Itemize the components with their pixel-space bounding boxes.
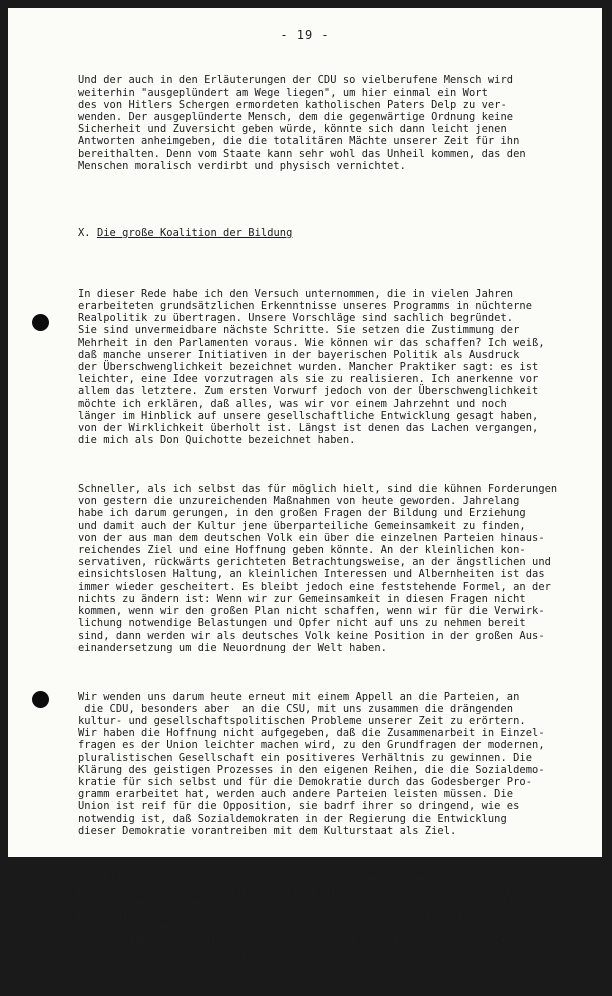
paragraph-intro: Und der auch in den Erläuterungen der CDU so vielberufene Mensch wird weiterhin "ausgeplündert am Wege liegen", um hier einmal ein Wort des von Hitlers Schergen ermordeten katholischen Paters Delp zu ver- wenden. Der ausgeplünderte Mensch, dem die gegenwärtige Ordnung keine Sicherheit und Zuversicht geben würde, könnte sich dann leicht jenen Antworten anheimgeben, die die totalitären Mächte unserer Zeit für ihn bereithalten. Denn vom Staate kann sehr wohl das Unheil kommen, das den Menschen moralisch verdirbt und physisch vernichtet.: [78, 74, 526, 172]
paragraph-4: Die Bildungsgesellschaft muß kommen. Sie muß gewollt werden und sie wird nur kommen, wenn es möglich ist, die Kräfte des ganzen deutschen Volkes zu vereinen. Zu diesem Zweck schlage ich noch einmal vor, daß führende Persönlichkeiten unserer Parteien zu einer gemeinsamen Politik auf diesem Gebiet vereinen. Die große Koalition der Bildung ist unabdingbare Voraus- setzung für die Mobilisierung aller Kräfte in der Bundesrepublik. Ich sage das inmitten eines Wahlkampfes, der uns in der Tat erneut zeigt, wie kurz-: [78, 873, 545, 959]
section-heading: [78, 227, 578, 239]
page-number: - 19 -: [280, 28, 330, 42]
paragraph-1: In dieser Rede habe ich den Versuch unternommen, die in vielen Jahren erarbeiteten grundsätzlichen Erkenntnisse unseres Programms in nüchterne Realpolitik zu übertragen. Unsere Vorschläge sind sachlich begründet. Sie sind unvermeidbare nächste Schritte. Sie setzen die Zustimmung der Mehrheit in den Parlamenten voraus. Wie können wir das schaffen? Ich weiß, daß manche unserer Initiativen in der bayerischen Politik als Ausdruck der Überschwenglichkeit bezeichnet wurden. Mancher Praktiker sagt: es ist leichter, eine Idee vorzutragen als sie zu realisieren. Ich anerkenne vor allem das letztere. Zum ersten Vorwurf jedoch von der Überschwenglichkeit möchte ich erklären, daß alles, was wir vor einem Jahrzehnt und noch länger im Hinblick auf unsere gesellschaftliche Entwicklung gesagt haben, von der Wirklichkeit überholt ist. Längst ist denen das Lachen vergangen, die mich als Don Quichotte bezeichnet haben.: [78, 287, 545, 447]
section-title: Die große Koalition der Bildung: [96, 226, 293, 239]
paragraph-3: Wir wenden uns darum heute erneut mit einem Appell an die Parteien, an die CDU, besonders aber an die CSU, mit uns zusammen die drängenden kultur- und gesellschaftspolitischen Probleme unserer Zeit zu erörtern. Wir haben die Hoffnung nicht aufgegeben, daß die Zusammenarbeit in Einzel- fragen es der Union leichter machen wird, zu den Grundfragen der modernen, pluralistischen Gesellschaft ein positiveres Verhältnis zu gewinnen. Die Klärung des geistigen Prozesses in den eigenen Reihen, die die Sozialdemo- kratie für sich selbst und für die Demokratie durch das Godesberger Pro- gramm erarbeitet hat, werden auch andere Parteien leisten müssen. Die Union ist reif für die Opposition, sie badrf ihrer so dringend, wie es notwendig ist, daß Sozialdemokraten in der Regierung die Entwicklung dieser Demokratie vorantreiben mit dem Kulturstaat als Ziel.: [78, 690, 545, 837]
body-text: [78, 50, 578, 996]
punch-hole-bottom: [32, 691, 49, 708]
punch-hole-top: [32, 314, 49, 331]
section-number: X.: [78, 226, 91, 239]
paragraph-2: Schneller, als ich selbst das für möglich hielt, sind die kühnen Forderungen von gestern die unzureichenden Maßnahmen von heute geworden. Jahrelang habe ich darum gerungen, in den großen Fragen der Bildung und Erziehung und damit auch der Kultur jene überparteiliche Gemeinsamkeit zu finden, von der aus man dem deutschen Volk ein über die einzelnen Parteien hinaus- reichendes Ziel und eine Hoffnung geben könnte. An der kleinlichen kon- servativen, rückwärts gerichteten Betrachtungsweise, an der ängstlichen und einsichtslosen Haltung, an kleinlichen Interessen und Albernheiten ist das immer wieder gescheitert. Es bleibt jedoch eine feststehende Formel, an der nichts zu ändern ist: Wenn wir zur Gemeinsamkeit in diesen Fragen nicht kommen, wenn wir den großen Plan nicht schaffen, wenn wir für die Verwirk- lichung notwendige Belastungen und Opfer nicht auf uns zu nehmen bereit sind, dann werden wir als deutsches Volk keine Position in der großen Aus- einandersetzung um die Neuordnung der Welt haben.: [78, 483, 558, 654]
document-page: [8, 8, 602, 959]
